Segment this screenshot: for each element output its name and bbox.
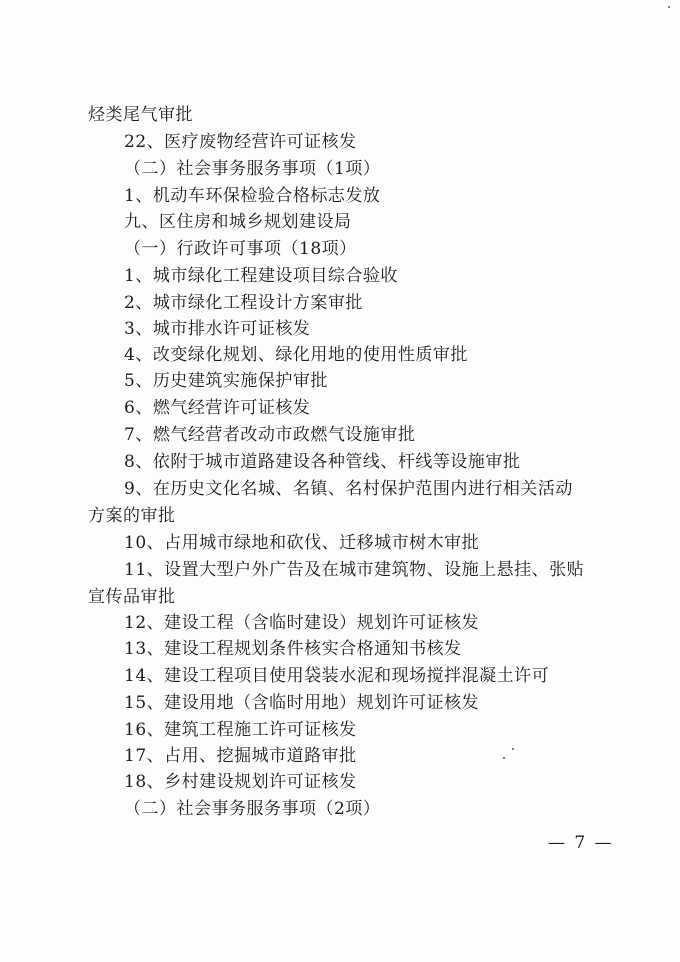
text-line: （二）社会事务服务事项（2项）: [124, 799, 381, 819]
text-line: 22、医疗废物经营许可证核发: [124, 132, 357, 152]
text-line: （一）行政许可事项（18项）: [124, 239, 357, 259]
list-item: 2、城市绿化工程设计方案审批: [124, 293, 363, 313]
list-item: 6、燃气经营许可证核发: [124, 398, 311, 418]
text-line: （二）社会事务服务事项（1项）: [124, 159, 381, 179]
list-item-continuation: 方案的审批: [88, 506, 176, 526]
list-item: 12、建设工程（含临时建设）规划许可证核发: [124, 613, 480, 633]
list-item: 9、在历史文化名城、名镇、名村保护范围内进行相关活动: [124, 479, 573, 499]
list-item: 1、城市绿化工程建设项目综合验收: [124, 266, 398, 286]
list-item: 7、燃气经营者改动市政燃气设施审批: [124, 425, 416, 445]
list-item: 3、城市排水许可证核发: [124, 319, 311, 339]
scan-speck: [668, 6, 670, 8]
list-item: 14、建设工程项目使用袋装水泥和现场搅拌混凝土许可: [124, 666, 550, 686]
page-number: — 7 —: [548, 833, 614, 853]
list-item: 10、占用城市绿地和砍伐、迁移城市树木审批: [124, 533, 480, 553]
list-item: 13、建设工程规划条件核实合格通知书核发: [124, 639, 462, 659]
list-item: 15、建设用地（含临时用地）规划许可证核发: [124, 693, 480, 713]
section-heading: 九、区住房和城乡规划建设局: [124, 212, 352, 232]
list-item: 8、依附于城市道路建设各种管线、杆线等设施审批: [124, 452, 521, 472]
text-line: 烃类尾气审批: [88, 105, 193, 125]
list-item: 11、设置大型户外广告及在城市建筑物、设施上悬挂、张贴: [124, 560, 585, 580]
list-item: 5、历史建筑实施保护审批: [124, 371, 328, 391]
list-item-continuation: 宣传品审批: [88, 587, 176, 607]
list-item: 17、占用、挖掘城市道路审批: [124, 746, 357, 766]
list-item: 16、建筑工程施工许可证核发: [124, 720, 357, 740]
list-item: 18、乡村建设规划许可证核发: [124, 772, 357, 792]
list-item: 4、改变绿化规划、绿化用地的使用性质审批: [124, 345, 468, 365]
text-line: 1、机动车环保检验合格标志发放: [124, 186, 381, 206]
scan-speck: [503, 757, 505, 759]
scan-speck: [512, 748, 514, 750]
